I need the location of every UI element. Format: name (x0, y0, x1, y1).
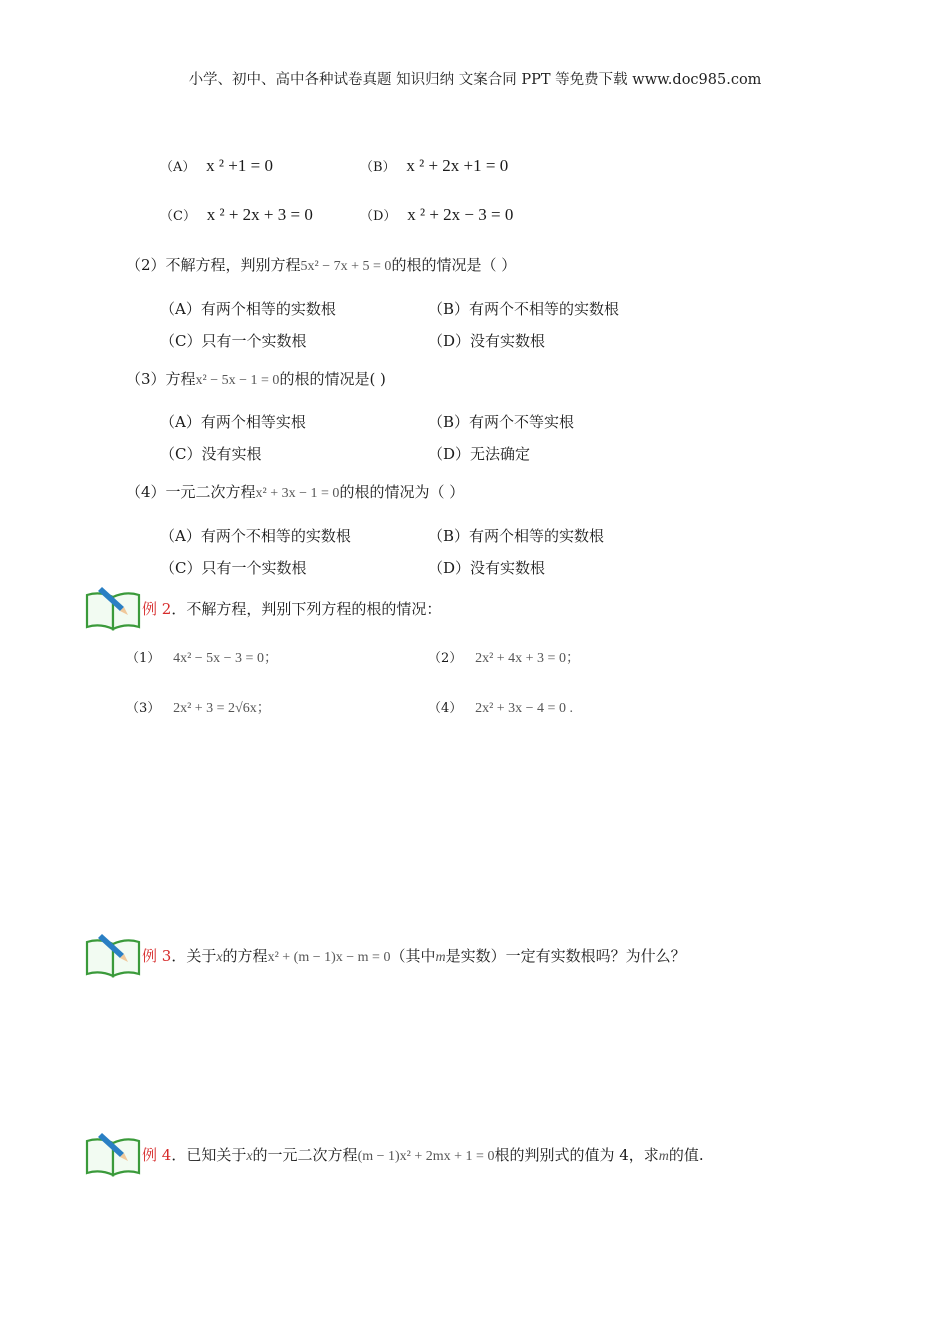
option-equation: x ² + 2x + 3 = 0 (206, 205, 313, 224)
variable: x (246, 1149, 253, 1164)
example-4-equation: (m − 1)x² + 2mx + 1 = 0 (357, 1149, 495, 1164)
option-label: （A） (160, 160, 196, 175)
page-header: 小学、初中、高中各种试卷真题 知识归纳 文案合同 PPT 等免费下载 www.doc985.com (188, 72, 762, 88)
q2-stem (126, 254, 516, 275)
q4-option-d: （D）没有实数根 (428, 559, 546, 577)
q1-option-c (160, 205, 313, 225)
q1-option-a (160, 156, 273, 176)
example-3-text: 的方程 (222, 947, 268, 965)
q2-equation: 5x² − 7x + 5 = 0 (300, 259, 392, 274)
book-pencil-icon (84, 585, 142, 631)
example-2-text: ．不解方程，判别下列方程的根的情况： (171, 600, 442, 618)
q4-option-c: （C）只有一个实数根 (160, 559, 307, 577)
q2-option-c: （C）只有一个实数根 (160, 332, 307, 350)
example-3-heading (142, 945, 686, 966)
example-4-text: 根的判别式的值为 4，求 (494, 1146, 659, 1164)
option-label: （B） (360, 160, 396, 175)
q3-option-c: （C）没有实根 (160, 445, 262, 463)
q3-stem (126, 368, 386, 389)
example-4-title: 例 4 (142, 1146, 172, 1164)
q3-equation: x² − 5x − 1 = 0 (195, 373, 280, 388)
item-equation: 2x² + 3 = 2√6x； (173, 701, 271, 716)
variable: m (658, 1149, 669, 1164)
example-3-text: （其中 (390, 947, 436, 965)
option-label: （C） (160, 209, 196, 224)
example-2-item-4 (428, 697, 573, 717)
q3-suffix: 的根的情况是( ) (279, 370, 386, 388)
q4-stem (126, 481, 464, 502)
example-2-heading (142, 598, 441, 619)
q3-option-a: （A）有两个相等实根 (160, 413, 306, 431)
example-2-title: 例 2 (142, 600, 172, 618)
variable: x (216, 950, 223, 965)
example-3-text: ．关于 (171, 947, 217, 965)
variable: m (435, 950, 446, 965)
example-4-text: 的值. (668, 1146, 704, 1164)
q1-option-d (360, 205, 513, 225)
example-4-text: 的一元二次方程 (252, 1146, 358, 1164)
item-label: （1） (126, 651, 161, 666)
example-4-heading (142, 1144, 704, 1165)
item-equation: 4x² − 5x − 3 = 0； (173, 651, 278, 666)
q4-suffix: 的根的情况为（ ） (339, 483, 465, 501)
item-label: （2） (428, 651, 463, 666)
q2-option-a: （A）有两个相等的实数根 (160, 300, 336, 318)
q4-equation: x² + 3x − 1 = 0 (255, 486, 340, 501)
q3-prefix: （3）方程 (126, 370, 196, 388)
example-2-item-2 (428, 647, 580, 667)
example-3-text: 是实数）一定有实数根吗？为什么？ (445, 947, 686, 965)
example-2-item-1 (126, 647, 278, 667)
q2-option-b: （B）有两个不相等的实数根 (428, 300, 620, 318)
option-equation: x ² +1 = 0 (206, 156, 273, 175)
item-label: （4） (428, 701, 463, 716)
q3-option-b: （B）有两个不等实根 (428, 413, 575, 431)
q4-option-b: （B）有两个相等的实数根 (428, 527, 605, 545)
q4-prefix: （4）一元二次方程 (126, 483, 256, 501)
book-pencil-icon (84, 932, 142, 978)
option-equation: x ² + 2x − 3 = 0 (407, 205, 514, 224)
example-2-item-3 (126, 697, 271, 717)
q2-option-d: （D）没有实数根 (428, 332, 546, 350)
example-3-equation: x² + (m − 1)x − m = 0 (267, 950, 391, 965)
q2-suffix: 的根的情况是（ ） (391, 256, 517, 274)
q2-prefix: （2）不解方程，判别方程 (126, 256, 301, 274)
example-4-text: ．已知关于 (171, 1146, 247, 1164)
q4-option-a: （A）有两个不相等的实数根 (160, 527, 351, 545)
q3-option-d: （D）无法确定 (428, 445, 531, 463)
item-equation: 2x² + 4x + 3 = 0； (475, 651, 580, 666)
q1-option-b (360, 156, 508, 176)
item-equation: 2x² + 3x − 4 = 0 . (475, 701, 573, 716)
example-3-title: 例 3 (142, 947, 172, 965)
option-equation: x ² + 2x +1 = 0 (406, 156, 509, 175)
book-pencil-icon (84, 1131, 142, 1177)
option-label: （D） (360, 209, 397, 224)
item-label: （3） (126, 701, 161, 716)
